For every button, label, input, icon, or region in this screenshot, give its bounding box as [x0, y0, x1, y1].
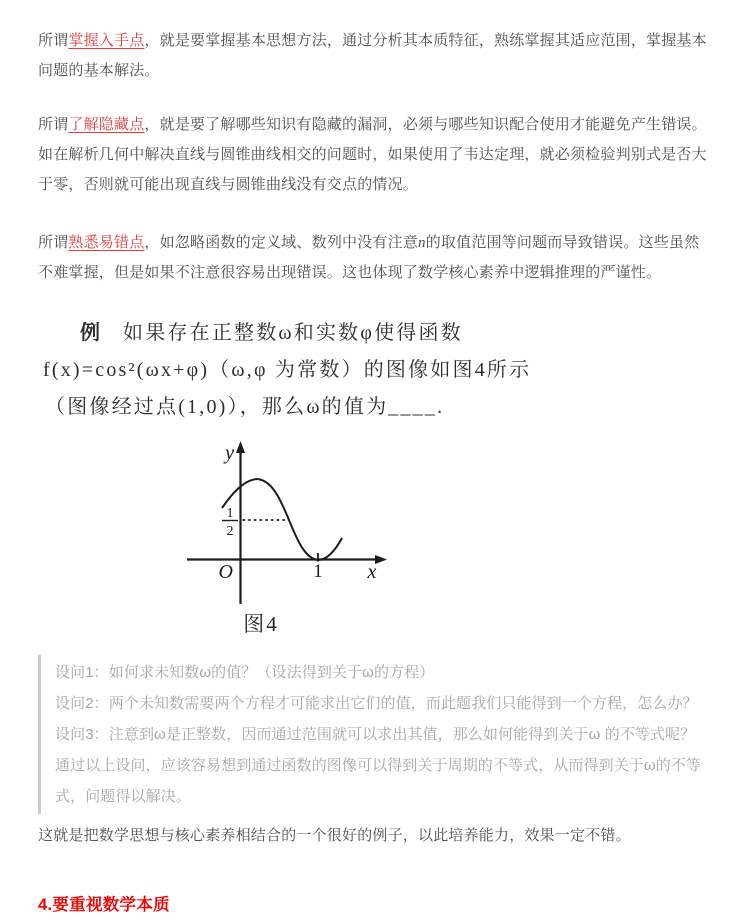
quote-line-summary: 通过以上设问，应该容易想到通过函数的图像可以得到关于周期的不等式，从而得到关于ω的不等式，问题得以解决。 [55, 757, 702, 805]
origin-label: O [218, 561, 233, 583]
paragraph-text: 的取值范围等问题而导致错误。这些虽然不难掌握，但是如果不注意很容易出现错误。这也体现了数学核心素养中逻辑推理的严谨性。 [38, 234, 700, 281]
accent-entry-point: 掌握入手点 [68, 32, 145, 49]
section-heading-4: 4.要重视数学本质 [38, 896, 170, 914]
paragraph-entry-point [38, 26, 710, 86]
quote-line-question1: 设问1：如何求未知数ω的值？（设法得到关于ω的方程） [55, 664, 435, 681]
x-tick-label: 1 [313, 561, 323, 582]
paragraph-lead: 所谓 [38, 116, 69, 133]
example-text: 如果存在正整数ω和实数φ使得函数 [123, 322, 463, 344]
fraction-numerator: 1 [226, 506, 234, 521]
example-scan-block [38, 315, 710, 638]
example-statement-line2: f(x)=cos²(ωx+φ)（ω,φ 为常数）的图像如图4所示 [43, 359, 532, 381]
fraction-denominator: 2 [226, 524, 234, 539]
figure-caption: 图4 [243, 612, 279, 636]
accent-hidden-point: 了解隐藏点 [68, 116, 145, 133]
y-axis-label: y [225, 442, 234, 464]
paragraph-lead: 所谓 [38, 32, 69, 49]
quote-line-question2: 设问2：两个未知数需要两个方程才可能求出它们的值，而此题我们只能得到一个方程，怎么办？ [55, 695, 698, 712]
teaching-questions-quote [38, 655, 710, 814]
figure-4-graph [183, 438, 395, 638]
closing-paragraph: 这就是把数学思想与核心素养相结合的一个很好的例子，以此培养能力，效果一定不错。 [38, 827, 631, 844]
math-variable-n: n [418, 235, 426, 251]
quote-line-question3: 设问3：注意到ω是正整数，因而通过范围就可以求出其值，那么如何能得到关于ω 的不等式呢？ [55, 726, 696, 743]
paragraph-hidden-point [38, 110, 710, 200]
accent-error-prone-point: 熟悉易错点 [68, 234, 145, 251]
x-axis-label: x [367, 561, 377, 583]
y-axis-arrow [236, 441, 245, 453]
paragraph-error-prone-point [38, 228, 710, 288]
paragraph-lead: 所谓 [38, 234, 69, 251]
example-statement-line1 [38, 315, 710, 352]
example-label: 例 [80, 322, 101, 344]
paragraph-text: ，如忽略函数的定义域、数列中没有注意 [144, 234, 419, 251]
example-statement-line3: （图像经过点(1,0)），那么ω的值为____. [45, 396, 445, 418]
paragraph-text: ，就是要掌握基本思想方法，通过分析其本质特征，熟练掌握其适应范围，掌握基本问题的基本解法。 [38, 32, 707, 79]
paragraph-text: ，就是要了解哪些知识有隐藏的漏洞，必须与哪些知识配合使用才能避免产生错误。如在解析几何中解决直线与圆锥曲线相交的问题时，如果使用了韦达定理，就必须检验判别式是否大于零，否则就可能出现直线与圆锥曲线没有交点的情况。 [38, 116, 707, 193]
x-axis-arrow [375, 555, 387, 564]
